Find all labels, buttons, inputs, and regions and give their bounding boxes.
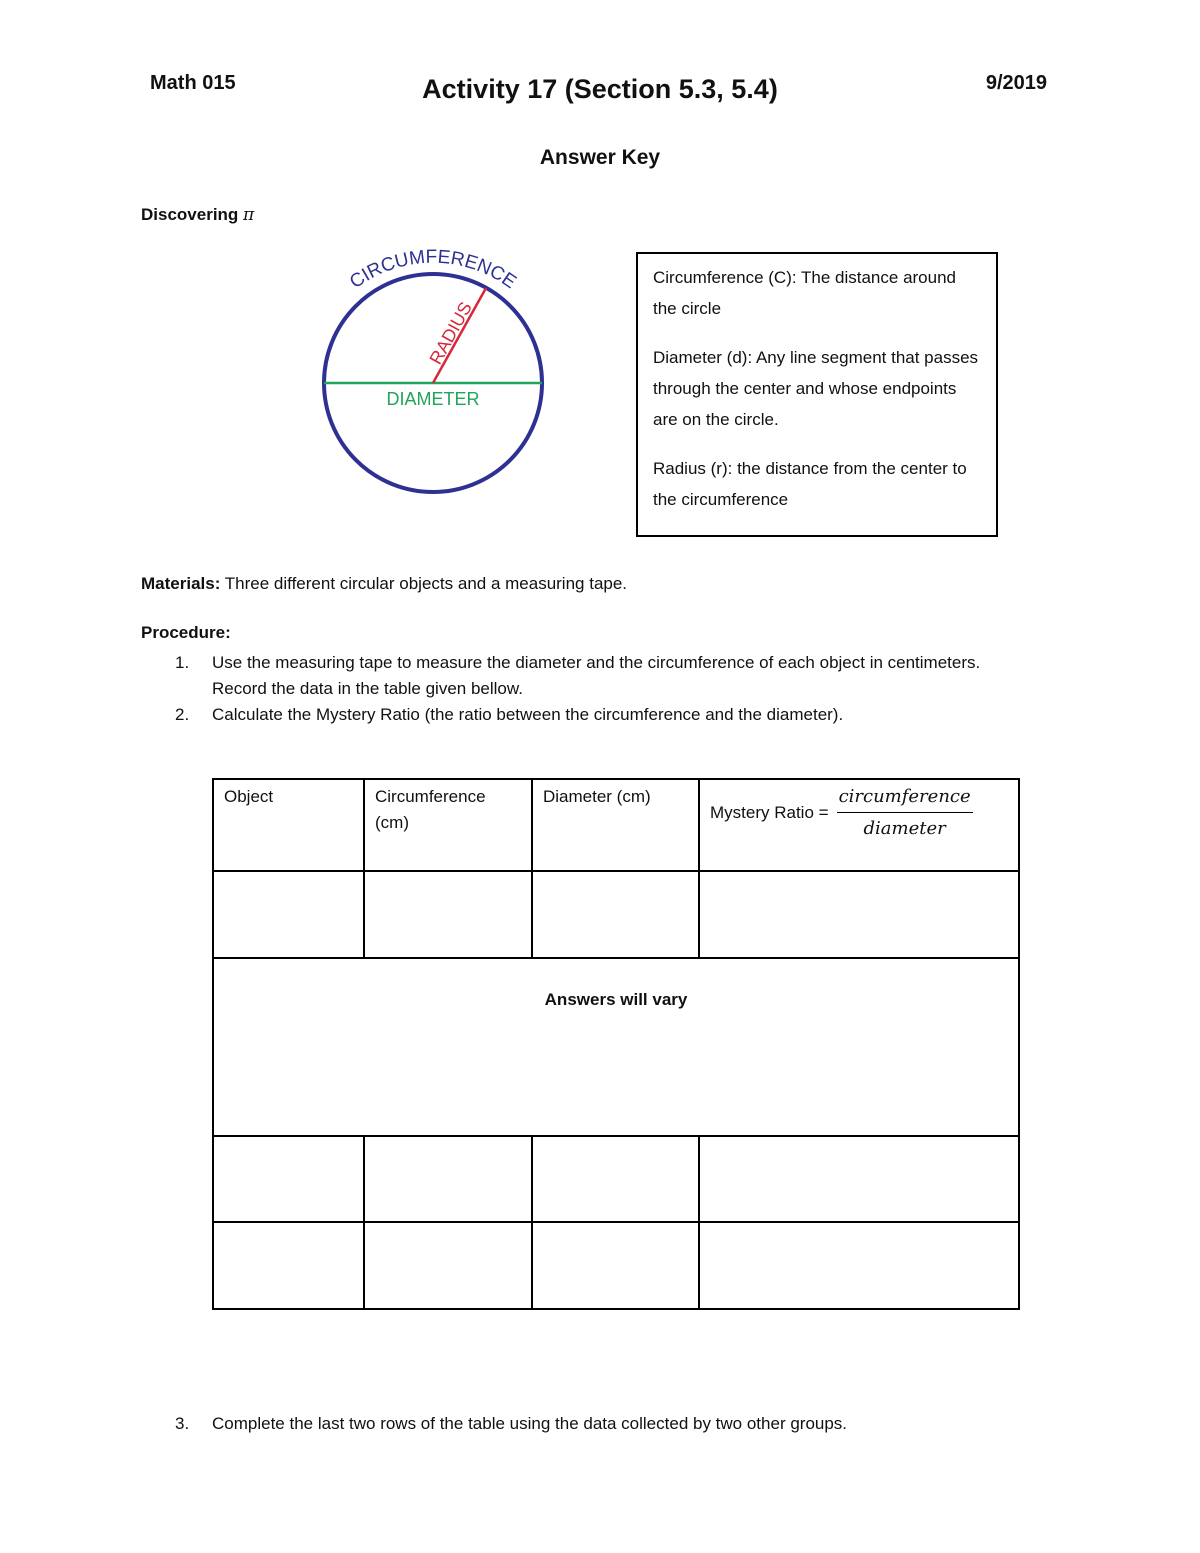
definition-circumference: Circumference (C): The distance around the circle	[653, 268, 957, 318]
materials-label: Materials:	[141, 574, 221, 593]
procedure-step-3: 3. Complete the last two rows of the table using the data collected by two other groups.	[175, 1414, 848, 1433]
diameter-label: DIAMETER	[386, 389, 480, 409]
circumference-label: CIRCUMFERENCE	[346, 246, 520, 294]
table-row	[213, 871, 1019, 958]
ratio-label: Mystery Ratio =	[710, 803, 829, 822]
data-table	[212, 778, 1020, 1310]
ratio-denominator: diameter	[863, 818, 946, 839]
circle-diagram	[300, 240, 570, 505]
procedure-heading: Procedure:	[141, 623, 231, 642]
definition-radius: Radius (r): the distance from the center to the circumference	[653, 459, 967, 509]
section-heading	[141, 205, 254, 225]
ratio-fraction	[837, 784, 973, 842]
section-label: Discovering	[141, 205, 239, 224]
header-diameter: Diameter (cm)	[532, 779, 699, 871]
procedure-steps	[175, 650, 1035, 728]
course-label: Math 015	[150, 72, 236, 94]
header-object: Object	[213, 779, 364, 871]
date-label: 9/2019	[985, 72, 1047, 94]
page-title: Activity 17 (Section 5.3, 5.4)	[422, 74, 778, 104]
procedure-step-1: 1. Use the measuring tape to measure the diameter and the circumference of each object in centimeters. Record the data in the table given bellow.	[175, 653, 981, 698]
subtitle: Answer Key	[539, 146, 661, 169]
table-header-row	[213, 779, 1019, 871]
header-circumference: Circumference (cm)	[364, 779, 532, 871]
materials-line	[141, 574, 627, 594]
header-mystery-ratio	[699, 779, 1019, 871]
radius-label: RADIUS	[425, 298, 476, 368]
answers-note: Answers will vary	[213, 958, 1019, 1136]
table-row	[213, 1136, 1019, 1222]
pi-symbol: π	[243, 205, 255, 225]
definitions-box	[636, 252, 998, 537]
table-row-note	[213, 958, 1019, 1136]
ratio-numerator: circumference	[837, 784, 973, 813]
definition-diameter: Diameter (d): Any line segment that passes through the center and whose endpoints are on the circle.	[653, 348, 979, 429]
procedure-step-2: 2. Calculate the Mystery Ratio (the ratio between the circumference and the diameter).	[175, 705, 844, 724]
materials-text: Three different circular objects and a measuring tape.	[220, 574, 628, 593]
table-row	[213, 1222, 1019, 1309]
